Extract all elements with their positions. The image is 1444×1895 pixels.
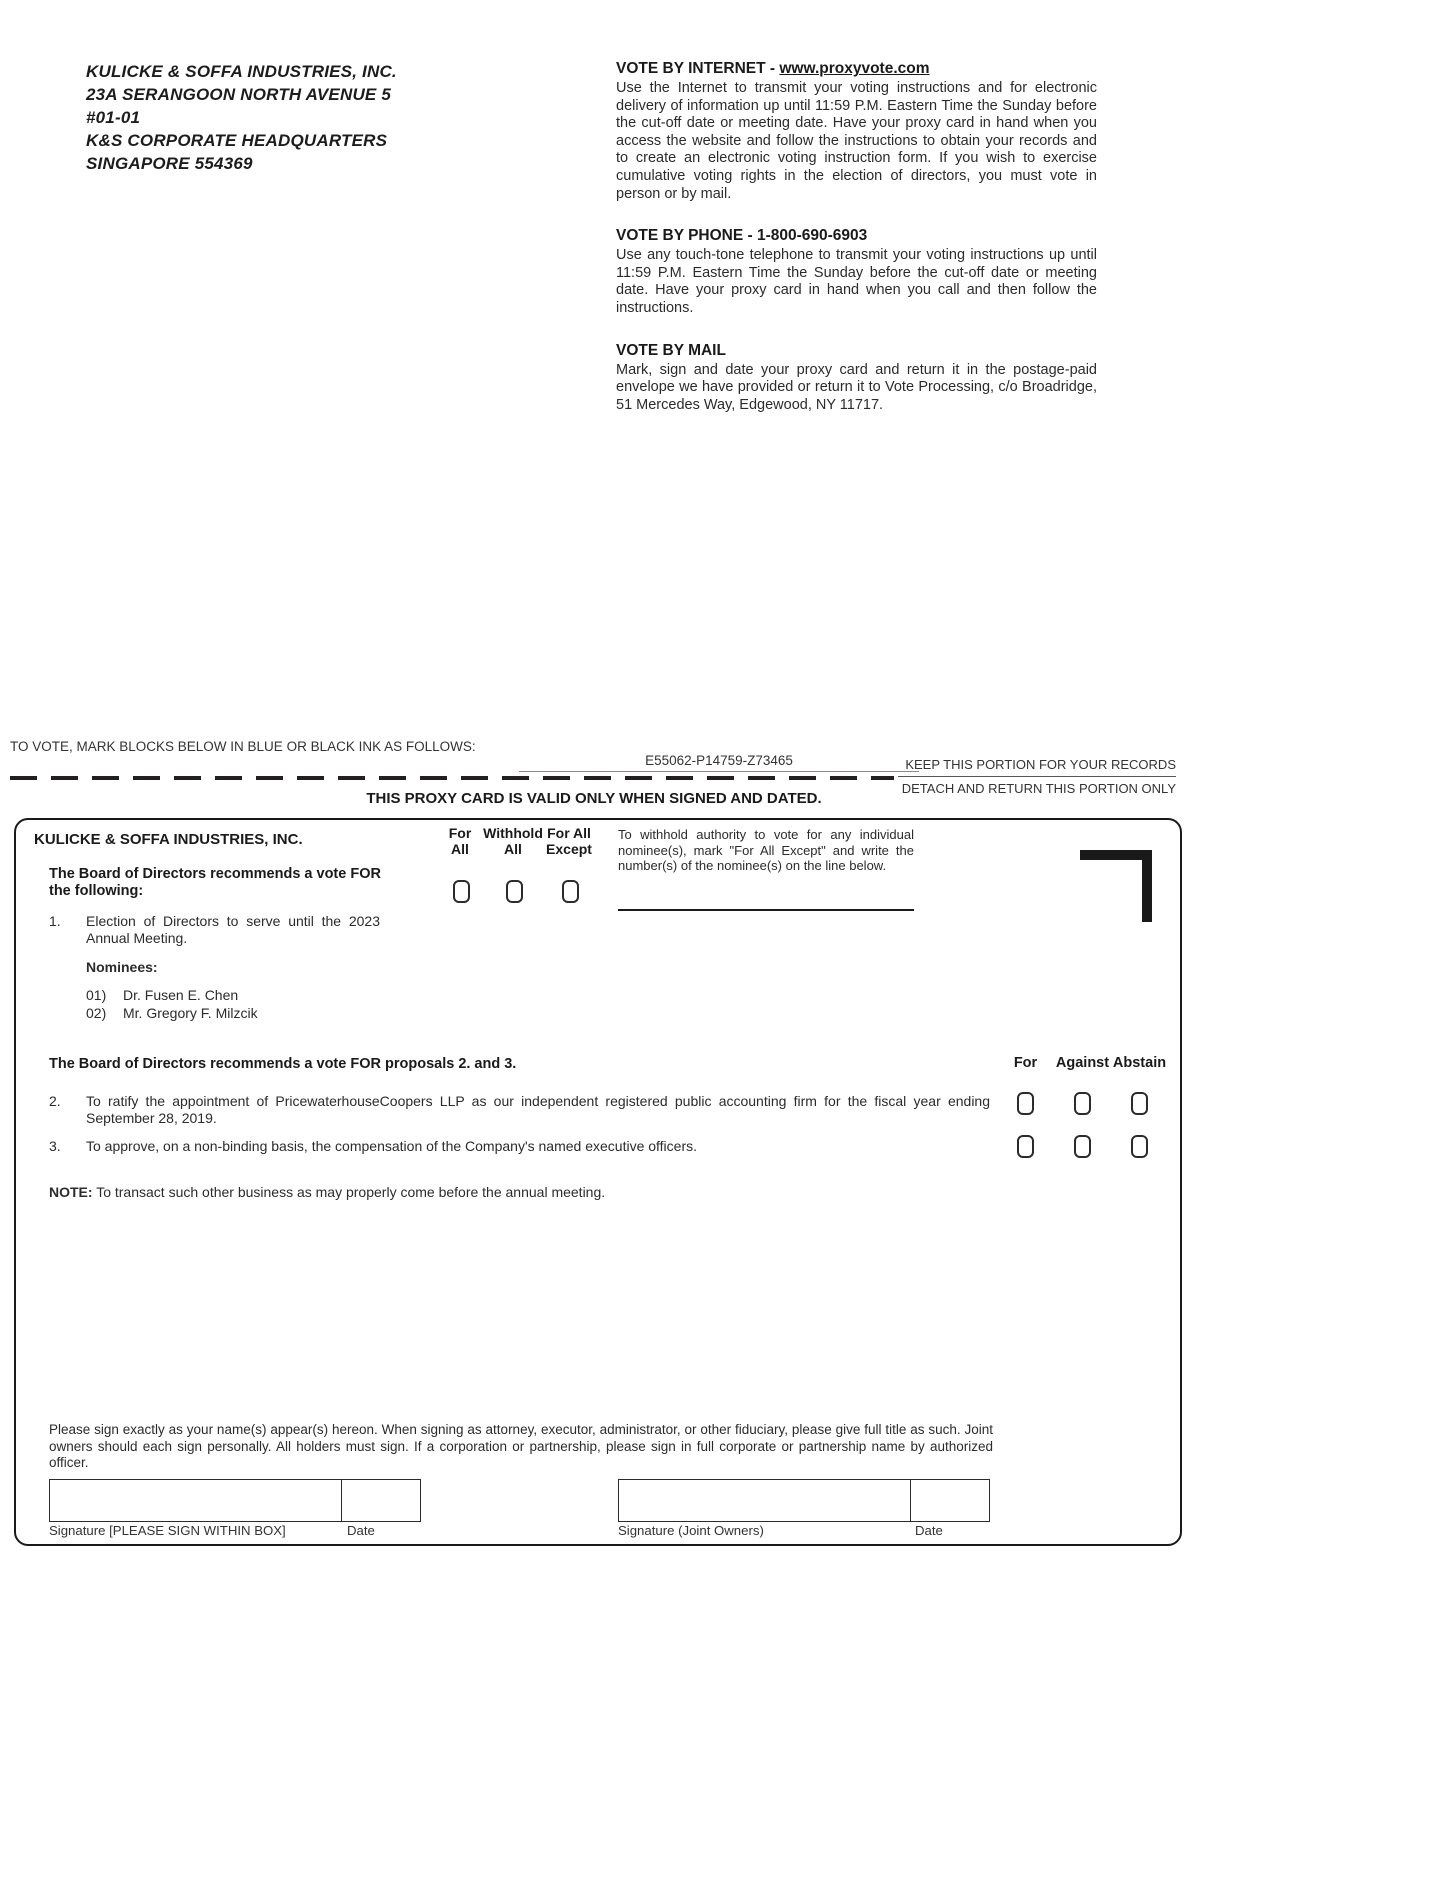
note-label: NOTE: bbox=[49, 1184, 93, 1200]
joint-signature-box[interactable] bbox=[618, 1479, 914, 1522]
vote-by-internet-section bbox=[616, 60, 1097, 203]
column-header-for-all-except bbox=[538, 826, 600, 857]
address-line: #01-01 bbox=[86, 108, 141, 127]
proposal-3-for-cell bbox=[997, 1135, 1054, 1163]
control-number: E55062-P14759-Z73465 bbox=[519, 753, 919, 772]
note-text: To transact such other business as may properly come before the annual meeting. bbox=[92, 1184, 606, 1200]
vote-by-internet-body: Use the Internet to transmit your voting instructions and for electronic delivery of information up until 11:59 P.M. Eastern Time the Sunday before the cut-off date or meeting date. Have your proxy card in hand when you access the website and follow the instructions to obtain your records and to create an electronic voting instruction form. If you wish to exercise cumulative voting rights in the election of directors, you must vote in person or by mail. bbox=[616, 80, 1097, 202]
proposal-2-for-cell bbox=[997, 1092, 1054, 1120]
column-header-line: Except bbox=[546, 840, 592, 857]
nominee-row bbox=[86, 987, 258, 1005]
proposal-2-text: To ratify the appointment of PricewaterhouseCoopers LLP as our independent registered public accounting firm for the fiscal year ending September 28, 2019. bbox=[86, 1093, 990, 1126]
primary-signature-box[interactable] bbox=[49, 1479, 345, 1522]
proposal-3-number: 3. bbox=[49, 1138, 61, 1154]
proposal-2-number: 2. bbox=[49, 1093, 61, 1109]
registration-corner-mark bbox=[1080, 850, 1152, 922]
nominee-number: 01) bbox=[86, 987, 107, 1003]
address-line: KULICKE & SOFFA INDUSTRIES, INC. bbox=[86, 62, 397, 81]
joint-date-box[interactable] bbox=[910, 1479, 990, 1522]
withhold-all-checkbox[interactable] bbox=[506, 880, 523, 903]
column-header-line: For All bbox=[547, 825, 591, 841]
address-line: K&S CORPORATE HEADQUARTERS bbox=[86, 131, 388, 150]
valid-when-signed-notice: THIS PROXY CARD IS VALID ONLY WHEN SIGNED AND DATED. bbox=[366, 790, 822, 807]
address-line: 23A SERANGOON NORTH AVENUE 5 bbox=[86, 85, 392, 104]
proposal-3-abstain-cell bbox=[1111, 1135, 1168, 1163]
for-all-except-checkbox[interactable] bbox=[562, 880, 579, 903]
proposal-1-number: 1. bbox=[49, 913, 61, 929]
mark-blocks-instruction: TO VOTE, MARK BLOCKS BELOW IN BLUE OR BLACK INK AS FOLLOWS: bbox=[10, 739, 476, 754]
vote-by-mail-section bbox=[616, 342, 1097, 415]
column-header-withhold-all bbox=[480, 826, 546, 857]
nominee-number: 02) bbox=[86, 1004, 107, 1021]
proposal-3-vote-row bbox=[997, 1135, 1168, 1163]
nominees-label: Nominees: bbox=[86, 959, 158, 975]
vote-by-phone-body: Use any touch-tone telephone to transmit your voting instructions up until 11:59 P.M. Eastern Time the Sunday before the cut-off date or meeting date. Have your proxy card in hand when you call and then follow the instructions. bbox=[616, 247, 1097, 316]
nominee-name: Dr. Fusen E. Chen bbox=[123, 987, 239, 1003]
proposal-3-text: To approve, on a non-binding basis, the compensation of the Company's named executive officers. bbox=[86, 1138, 698, 1154]
vote-by-phone-title: VOTE BY PHONE - 1-800-690-6903 bbox=[616, 227, 868, 245]
board-recommendation-1: The Board of Directors recommends a vote FOR the following: bbox=[49, 866, 381, 899]
for-all-checkbox[interactable] bbox=[453, 880, 470, 903]
primary-date-label: Date bbox=[347, 1523, 375, 1538]
proposal-1-text: Election of Directors to serve until the 2023 Annual Meeting. bbox=[86, 913, 380, 946]
vote-methods bbox=[616, 60, 1097, 438]
detach-portion-text: DETACH AND RETURN THIS PORTION ONLY bbox=[901, 781, 1176, 796]
vote-by-internet-title bbox=[616, 60, 1097, 78]
proxyvote-link[interactable]: www.proxyvote.com bbox=[779, 60, 930, 77]
header-for: For bbox=[1013, 1055, 1038, 1071]
proposal-vote-headers bbox=[997, 1055, 1168, 1071]
joint-signature-label: Signature (Joint Owners) bbox=[618, 1523, 764, 1538]
vote-by-phone-section bbox=[616, 227, 1097, 317]
proposal-2-against-checkbox[interactable] bbox=[1074, 1092, 1091, 1115]
primary-date-box[interactable] bbox=[341, 1479, 421, 1522]
vote-by-internet-title-text: VOTE BY INTERNET - bbox=[616, 60, 780, 77]
header-abstain: Abstain bbox=[1112, 1055, 1167, 1071]
address-line: SINGAPORE 554369 bbox=[86, 154, 253, 173]
keep-portion-text: KEEP THIS PORTION FOR YOUR RECORDS bbox=[898, 757, 1176, 777]
withhold-instruction: To withhold authority to vote for any individual nominee(s), mark "For All Except" and write the number(s) of the nominee(s) on the line below. bbox=[618, 827, 914, 873]
proposal-2-against-cell bbox=[1054, 1092, 1111, 1120]
proxy-card bbox=[14, 818, 1182, 1546]
nominee-row bbox=[86, 1005, 258, 1023]
vote-by-mail-title: VOTE BY MAIL bbox=[616, 341, 726, 359]
vote-by-mail-body: Mark, sign and date your proxy card and return it in the postage-paid envelope we have provided or return it to Vote Processing, c/o Broadridge, 51 Mercedes Way, Edgewood, NY 11717. bbox=[616, 361, 1097, 413]
column-header-for-all bbox=[435, 826, 485, 857]
column-header-line: All bbox=[504, 840, 522, 857]
proposal-2-for-checkbox[interactable] bbox=[1017, 1092, 1034, 1115]
for-all-except-writein-line[interactable] bbox=[618, 909, 914, 911]
nominee-list bbox=[86, 987, 258, 1022]
company-address-block bbox=[86, 60, 397, 175]
detach-dashed-line bbox=[10, 776, 894, 780]
nominee-name: Mr. Gregory F. Milzcik bbox=[123, 1004, 258, 1021]
board-recommendation-2: The Board of Directors recommends a vote FOR proposals 2. and 3. bbox=[49, 1056, 517, 1072]
card-company-name: KULICKE & SOFFA INDUSTRIES, INC. bbox=[34, 831, 303, 848]
column-header-line: For bbox=[448, 825, 472, 841]
joint-date-label: Date bbox=[915, 1523, 943, 1538]
primary-signature-label: Signature [PLEASE SIGN WITHIN BOX] bbox=[49, 1523, 286, 1538]
proposal-2-vote-row bbox=[997, 1092, 1168, 1120]
header-against: Against bbox=[1055, 1055, 1110, 1071]
column-header-line: Withhold bbox=[483, 825, 543, 841]
proposal-3-for-checkbox[interactable] bbox=[1017, 1135, 1034, 1158]
proposal-3-against-cell bbox=[1054, 1135, 1111, 1163]
column-header-line: All bbox=[451, 840, 469, 857]
signing-instruction: Please sign exactly as your name(s) appear(s) hereon. When signing as attorney, executor, administrator, or other fiduciary, please give full title as such. Joint owners should each sign personally. All holders must sign. If a corporation or partnership, please sign in full corporate or partnership name by authorized officer. bbox=[49, 1422, 993, 1470]
proposal-3-against-checkbox[interactable] bbox=[1074, 1135, 1091, 1158]
note-line bbox=[49, 1184, 605, 1200]
proposal-2-abstain-checkbox[interactable] bbox=[1131, 1092, 1148, 1115]
proposal-2-abstain-cell bbox=[1111, 1092, 1168, 1120]
proposal-3-abstain-checkbox[interactable] bbox=[1131, 1135, 1148, 1158]
